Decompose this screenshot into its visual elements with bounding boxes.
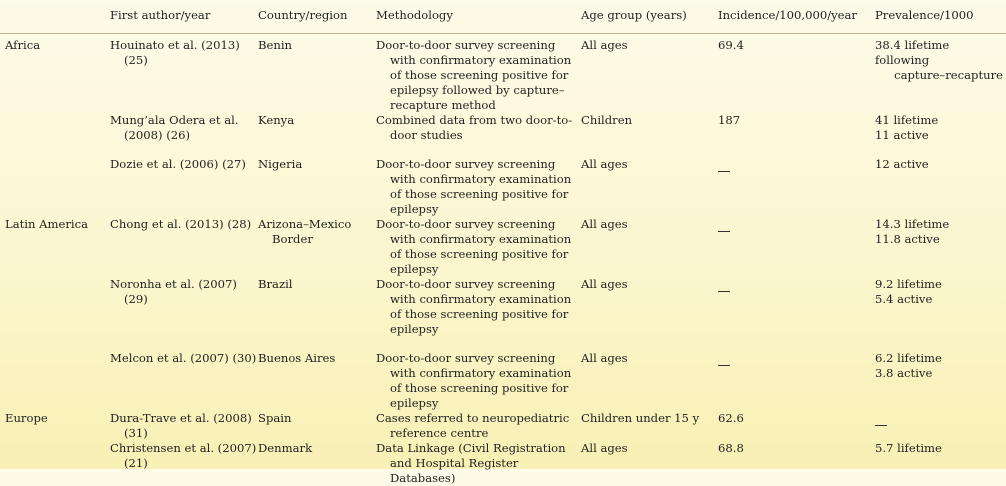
cell-region xyxy=(0,277,110,351)
prevalence-line: 38.4 lifetime following xyxy=(875,38,1006,68)
prevalence-line: 6.2 lifetime xyxy=(875,351,1006,366)
header-prevalence: Prevalence/1000 xyxy=(875,0,1006,34)
cell-prevalence xyxy=(875,217,1006,277)
table-body xyxy=(0,34,1006,486)
cell-region xyxy=(0,113,110,157)
cell-region xyxy=(0,441,110,486)
prevalence-line: 3.8 active xyxy=(875,366,1006,381)
cell-age-group: All ages xyxy=(581,441,718,486)
cell-prevalence xyxy=(875,157,1006,217)
cell-age-group: Children xyxy=(581,113,718,157)
table-row xyxy=(0,277,1006,351)
cell-prevalence xyxy=(875,351,1006,411)
table-row xyxy=(0,351,1006,411)
no-data-dash xyxy=(875,415,887,426)
prevalence-line: capture–recapture xyxy=(875,68,1006,83)
cell-methodology: Cases referred to neuropediatric reference centre xyxy=(376,411,581,441)
cell-incidence: 69.4 xyxy=(718,34,875,114)
cell-author: Dura-Trave et al. (2008) (31) xyxy=(110,411,258,441)
cell-country: Arizona–Mexico Border xyxy=(258,217,376,277)
cell-prevalence xyxy=(875,277,1006,351)
cell-prevalence xyxy=(875,441,1006,486)
prevalence-line: 11.8 active xyxy=(875,232,1006,247)
cell-age-group: All ages xyxy=(581,277,718,351)
prevalence-line: 12 active xyxy=(875,157,1006,172)
table-row xyxy=(0,157,1006,217)
cell-incidence: 62.6 xyxy=(718,411,875,441)
cell-author: Houinato et al. (2013) (25) xyxy=(110,34,258,114)
cell-prevalence xyxy=(875,411,1006,441)
cell-author: Mung’ala Odera et al. (2008) (26) xyxy=(110,113,258,157)
cell-country: Denmark xyxy=(258,441,376,486)
cell-methodology: Door-to-door survey screening with confirmatory examination of those screening positive for epilepsy xyxy=(376,351,581,411)
header-author: First author/year xyxy=(110,0,258,34)
cell-region xyxy=(0,157,110,217)
cell-prevalence xyxy=(875,34,1006,114)
cell-methodology: Door-to-door survey screening with confirmatory examination of those screening positive for epilepsy xyxy=(376,217,581,277)
cell-incidence xyxy=(718,351,875,411)
prevalence-line: 11 active xyxy=(875,128,1006,143)
prevalence-line: 9.2 lifetime xyxy=(875,277,1006,292)
cell-country: Nigeria xyxy=(258,157,376,217)
cell-methodology: Combined data from two door-to-door studies xyxy=(376,113,581,157)
prevalence-line: 41 lifetime xyxy=(875,113,1006,128)
cell-age-group: Children under 15 y xyxy=(581,411,718,441)
cell-author: Noronha et al. (2007) (29) xyxy=(110,277,258,351)
cell-author: Chong et al. (2013) (28) xyxy=(110,217,258,277)
cell-country: Buenos Aires xyxy=(258,351,376,411)
cell-region: Africa xyxy=(0,34,110,114)
cell-incidence: 68.8 xyxy=(718,441,875,486)
cell-age-group: All ages xyxy=(581,217,718,277)
header-age-group: Age group (years) xyxy=(581,0,718,34)
no-data-dash xyxy=(718,221,730,232)
no-data-dash xyxy=(718,281,730,292)
no-data-dash xyxy=(718,355,730,366)
no-data-dash xyxy=(718,161,730,172)
header-incidence: Incidence/100,000/year xyxy=(718,0,875,34)
table-row xyxy=(0,113,1006,157)
table-row xyxy=(0,217,1006,277)
prevalence-line: 5.4 active xyxy=(875,292,1006,307)
cell-incidence xyxy=(718,277,875,351)
cell-age-group: All ages xyxy=(581,351,718,411)
cell-methodology: Door-to-door survey screening with confirmatory examination of those screening positive for epilepsy xyxy=(376,157,581,217)
cell-author: Dozie et al. (2006) (27) xyxy=(110,157,258,217)
cell-age-group: All ages xyxy=(581,34,718,114)
header-region xyxy=(0,0,110,34)
cell-country: Benin xyxy=(258,34,376,114)
cell-country: Brazil xyxy=(258,277,376,351)
prevalence-line xyxy=(875,411,1006,426)
cell-incidence xyxy=(718,157,875,217)
cell-country: Spain xyxy=(258,411,376,441)
cell-region: Latin America xyxy=(0,217,110,277)
prevalence-line: 14.3 lifetime xyxy=(875,217,1006,232)
cell-methodology: Door-to-door survey screening with confirmatory examination of those screening positive for epilepsy followed by capture–recapture method xyxy=(376,34,581,114)
table-row xyxy=(0,411,1006,441)
cell-methodology: Door-to-door survey screening with confirmatory examination of those screening positive for epilepsy xyxy=(376,277,581,351)
cell-age-group: All ages xyxy=(581,157,718,217)
prevalence-line: 5.7 lifetime xyxy=(875,441,1006,456)
header-country: Country/region xyxy=(258,0,376,34)
cell-incidence xyxy=(718,217,875,277)
cell-region: Europe xyxy=(0,411,110,441)
table-row xyxy=(0,34,1006,114)
cell-incidence: 187 xyxy=(718,113,875,157)
cell-country: Kenya xyxy=(258,113,376,157)
cell-region xyxy=(0,351,110,411)
header-row xyxy=(0,0,1006,34)
table-row xyxy=(0,441,1006,486)
cell-author: Christensen et al. (2007) (21) xyxy=(110,441,258,486)
cell-methodology: Data Linkage (Civil Registration and Hospital Register Databases) xyxy=(376,441,581,486)
header-methodology: Methodology xyxy=(376,0,581,34)
cell-author: Melcon et al. (2007) (30) xyxy=(110,351,258,411)
cell-prevalence xyxy=(875,113,1006,157)
